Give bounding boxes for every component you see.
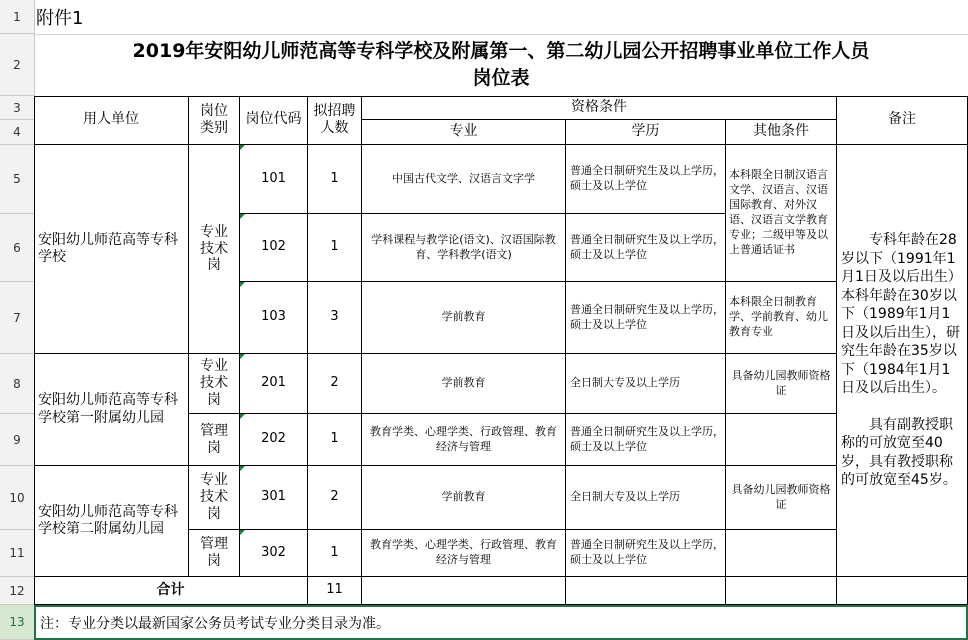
header-other[interactable]: 其他条件 xyxy=(726,120,837,145)
remark-title-exception: 具有副教授职称的可放宽至40岁，具有教授职称的可放宽至45岁。 xyxy=(841,416,957,489)
header-unit[interactable]: 用人单位 xyxy=(34,96,189,145)
major-101[interactable]: 中国古代文学、汉语言文字学 xyxy=(362,145,566,214)
post-type-mgmt-2[interactable]: 管理岗 xyxy=(189,530,240,577)
education-302[interactable]: 普通全日制研究生及以上学历，硕士及以上学位 xyxy=(566,530,726,577)
header-qualifications[interactable]: 资格条件 xyxy=(362,96,837,120)
title-line-1: 2019年安阳幼儿师范高等专科学校及附属第一、第二幼儿园公开招聘事业单位工作人员 xyxy=(132,40,870,62)
other-302[interactable] xyxy=(726,530,837,577)
hire-count-302[interactable]: 1 xyxy=(308,530,362,577)
education-102[interactable]: 普通全日制研究生及以上学历，硕士及以上学位 xyxy=(566,214,726,282)
post-code-301[interactable]: 301 xyxy=(240,466,308,530)
major-201[interactable]: 学前教育 xyxy=(362,354,566,414)
major-301[interactable]: 学前教育 xyxy=(362,466,566,530)
header-post-code[interactable]: 岗位代码 xyxy=(240,96,308,145)
other-202[interactable] xyxy=(726,414,837,466)
row-number-10[interactable]: 10 xyxy=(0,466,34,530)
total-remarks-empty[interactable] xyxy=(837,577,968,605)
page-title xyxy=(34,38,968,94)
row-number-6[interactable]: 6 xyxy=(0,214,34,282)
row-number-8[interactable]: 8 xyxy=(0,354,34,414)
education-301[interactable]: 全日制大专及以上学历 xyxy=(566,466,726,530)
total-other-empty[interactable] xyxy=(726,577,837,605)
other-101-102[interactable]: 本科限全日制汉语言文学、汉语言、汉语国际教育、对外汉语、汉语言文学教育专业；二级甲等及以上普通话证书 xyxy=(726,145,837,282)
header-hire-count[interactable]: 拟招聘人数 xyxy=(308,96,362,145)
education-101[interactable]: 普通全日制研究生及以上学历，硕士及以上学位 xyxy=(566,145,726,214)
header-education[interactable]: 学历 xyxy=(566,120,726,145)
row-number-4[interactable]: 4 xyxy=(0,120,34,145)
row-number-3[interactable]: 3 xyxy=(0,96,34,120)
hire-count-201[interactable]: 2 xyxy=(308,354,362,414)
remarks-cell[interactable] xyxy=(837,145,968,577)
post-code-201[interactable]: 201 xyxy=(240,354,308,414)
remark-age-limits: 专科年龄在28岁以下（1991年1月1日及以后出生）本科年龄在30岁以下（1989年1月1日及以后出生），研究生年龄在35岁以下（1984年1月1日及以后出生）。 xyxy=(841,232,962,397)
total-label[interactable]: 合计 xyxy=(34,577,308,605)
post-code-101[interactable]: 101 xyxy=(240,145,308,214)
row-number-9[interactable]: 9 xyxy=(0,414,34,466)
post-type-tech-3[interactable]: 专业技术岗 xyxy=(189,466,240,530)
hire-count-102[interactable]: 1 xyxy=(308,214,362,282)
note-cell[interactable] xyxy=(34,605,968,640)
header-major[interactable]: 专业 xyxy=(362,120,566,145)
row-number-13[interactable]: 13 xyxy=(0,605,34,640)
row-number-2[interactable]: 2 xyxy=(0,34,34,96)
note-text: 注：专业分类以最新国家公务员考试专业分类目录为准。 xyxy=(40,615,390,632)
unit-cell-kindergarten-2[interactable]: 安阳幼儿师范高等专科学校第二附属幼儿园 xyxy=(34,466,189,577)
major-103[interactable]: 学前教育 xyxy=(362,282,566,354)
row-header-column xyxy=(0,0,35,640)
hire-count-202[interactable]: 1 xyxy=(308,414,362,466)
row-number-7[interactable]: 7 xyxy=(0,282,34,354)
attachment-label: 附件1 xyxy=(36,8,84,29)
other-103[interactable]: 本科限全日制教育学、学前教育、幼儿教育专业 xyxy=(726,282,837,354)
post-code-202[interactable]: 202 xyxy=(240,414,308,466)
education-201[interactable]: 全日制大专及以上学历 xyxy=(566,354,726,414)
header-post-type[interactable]: 岗位类别 xyxy=(189,96,240,145)
row-number-5[interactable]: 5 xyxy=(0,145,34,214)
other-201[interactable]: 具备幼儿园教师资格证 xyxy=(726,354,837,414)
post-type-tech-2[interactable]: 专业技术岗 xyxy=(189,354,240,414)
title-line-2: 岗位表 xyxy=(472,67,530,89)
post-code-302[interactable]: 302 xyxy=(240,530,308,577)
gridline-row-1 xyxy=(34,0,968,35)
total-count[interactable]: 11 xyxy=(308,577,362,605)
post-code-102[interactable]: 102 xyxy=(240,214,308,282)
total-education-empty[interactable] xyxy=(566,577,726,605)
hire-count-103[interactable]: 3 xyxy=(308,282,362,354)
hire-count-301[interactable]: 2 xyxy=(308,466,362,530)
row-number-11[interactable]: 11 xyxy=(0,530,34,577)
unit-cell-school[interactable]: 安阳幼儿师范高等专科学校 xyxy=(34,145,189,354)
major-202[interactable]: 教育学类、心理学类、行政管理、教育经济与管理 xyxy=(362,414,566,466)
major-102[interactable]: 学科课程与教学论(语文)、汉语国际教育、学科教学(语文) xyxy=(362,214,566,282)
education-202[interactable]: 普通全日制研究生及以上学历，硕士及以上学位 xyxy=(566,414,726,466)
hire-count-101[interactable]: 1 xyxy=(308,145,362,214)
education-103[interactable]: 普通全日制研究生及以上学历，硕士及以上学位 xyxy=(566,282,726,354)
total-major-empty[interactable] xyxy=(362,577,566,605)
row-number-12[interactable]: 12 xyxy=(0,577,34,605)
header-remarks[interactable]: 备注 xyxy=(837,96,968,145)
other-301[interactable]: 具备幼儿园教师资格证 xyxy=(726,466,837,530)
post-code-103[interactable]: 103 xyxy=(240,282,308,354)
unit-cell-kindergarten-1[interactable]: 安阳幼儿师范高等专科学校第一附属幼儿园 xyxy=(34,354,189,466)
post-type-mgmt-1[interactable]: 管理岗 xyxy=(189,414,240,466)
post-type-tech-1[interactable]: 专业技术岗 xyxy=(189,145,240,354)
major-302[interactable]: 教育学类、心理学类、行政管理、教育经济与管理 xyxy=(362,530,566,577)
row-number-1[interactable]: 1 xyxy=(0,0,34,34)
